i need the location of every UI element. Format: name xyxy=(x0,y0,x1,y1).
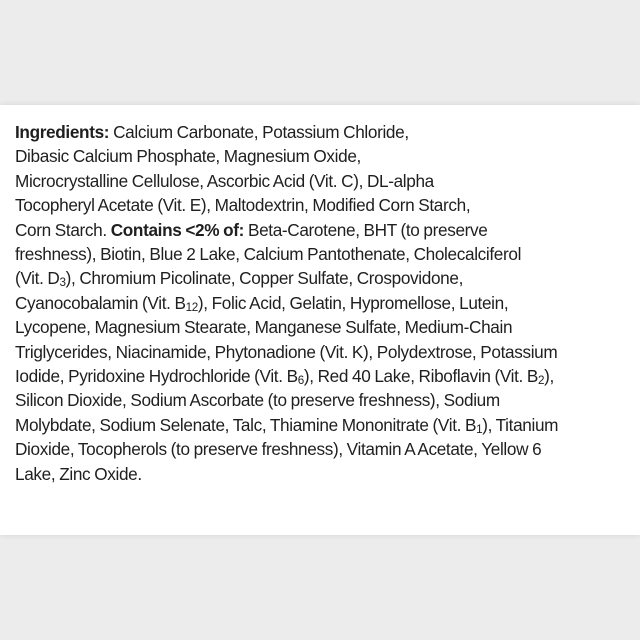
vitamin-subscript: 2 xyxy=(538,374,545,388)
ingredients-line-15: Lake, Zinc Oxide. xyxy=(15,463,142,484)
ingredients-text: Corn Starch. xyxy=(15,219,111,240)
ingredients-line-6: freshness), Biotin, Blue 2 Lake, Calcium Pantothenate, Cholecalciferol xyxy=(15,244,522,265)
vitamin-subscript: 6 xyxy=(297,374,304,388)
vitamin-subscript: 3 xyxy=(59,276,66,290)
ingredients-line-9: Lycopene, Magnesium Stearate, Manganese Sulfate, Medium-Chain xyxy=(15,317,513,338)
ingredients-text: Cyanocobalamin (Vit. B xyxy=(15,292,186,313)
ingredients-line-3: Microcrystalline Cellulose, Ascorbic Acid (Vit. C), DL-alpha xyxy=(15,170,434,191)
vitamin-subscript: 1 xyxy=(476,422,483,436)
ingredients-line-14: Dioxide, Tocopherols (to preserve freshness), Vitamin A Acetate, Yellow 6 xyxy=(15,439,542,460)
ingredients-heading: Ingredients: xyxy=(15,122,110,142)
contains-less-than-2-percent-heading: Contains <2% of: xyxy=(110,219,245,240)
ingredients-line-11 xyxy=(15,364,627,388)
ingredients-list xyxy=(15,120,627,486)
ingredients-text: ), Titanium xyxy=(482,414,559,435)
ingredients-line-8 xyxy=(15,291,627,315)
vitamin-subscript: 12 xyxy=(185,300,198,314)
ingredients-line-1 xyxy=(15,120,627,144)
ingredients-text: ), Red 40 Lake, Riboflavin (Vit. B xyxy=(303,366,538,387)
ingredients-text: Iodide, Pyridoxine Hydrochloride (Vit. B xyxy=(15,366,298,387)
ingredients-line-10: Triglycerides, Niacinamide, Phytonadione (Vit. K), Polydextrose, Potassium xyxy=(15,341,558,362)
ingredients-text: Calcium Carbonate, Potassium Chloride, xyxy=(109,122,409,142)
ingredients-text: (Vit. D xyxy=(15,268,60,289)
ingredients-line-12: Silicon Dioxide, Sodium Ascorbate (to preserve freshness), Sodium xyxy=(15,390,500,411)
ingredients-line-4: Tocopheryl Acetate (Vit. E), Maltodextrin, Modified Corn Starch, xyxy=(15,195,471,216)
ingredients-text: ), xyxy=(544,366,554,387)
ingredients-line-13 xyxy=(15,413,627,437)
ingredients-line-2: Dibasic Calcium Phosphate, Magnesium Oxide, xyxy=(15,146,361,167)
ingredients-text: ), Folic Acid, Gelatin, Hypromellose, Lutein, xyxy=(197,292,509,313)
ingredients-text: Beta-Carotene, BHT (to preserve xyxy=(244,219,488,240)
ingredients-line-5 xyxy=(15,218,627,242)
ingredients-line-7 xyxy=(15,266,627,290)
ingredients-text: Molybdate, Sodium Selenate, Talc, Thiamine Mononitrate (Vit. B xyxy=(15,414,477,435)
ingredients-text: ), Chromium Picolinate, Copper Sulfate, Crospovidone, xyxy=(65,268,464,289)
